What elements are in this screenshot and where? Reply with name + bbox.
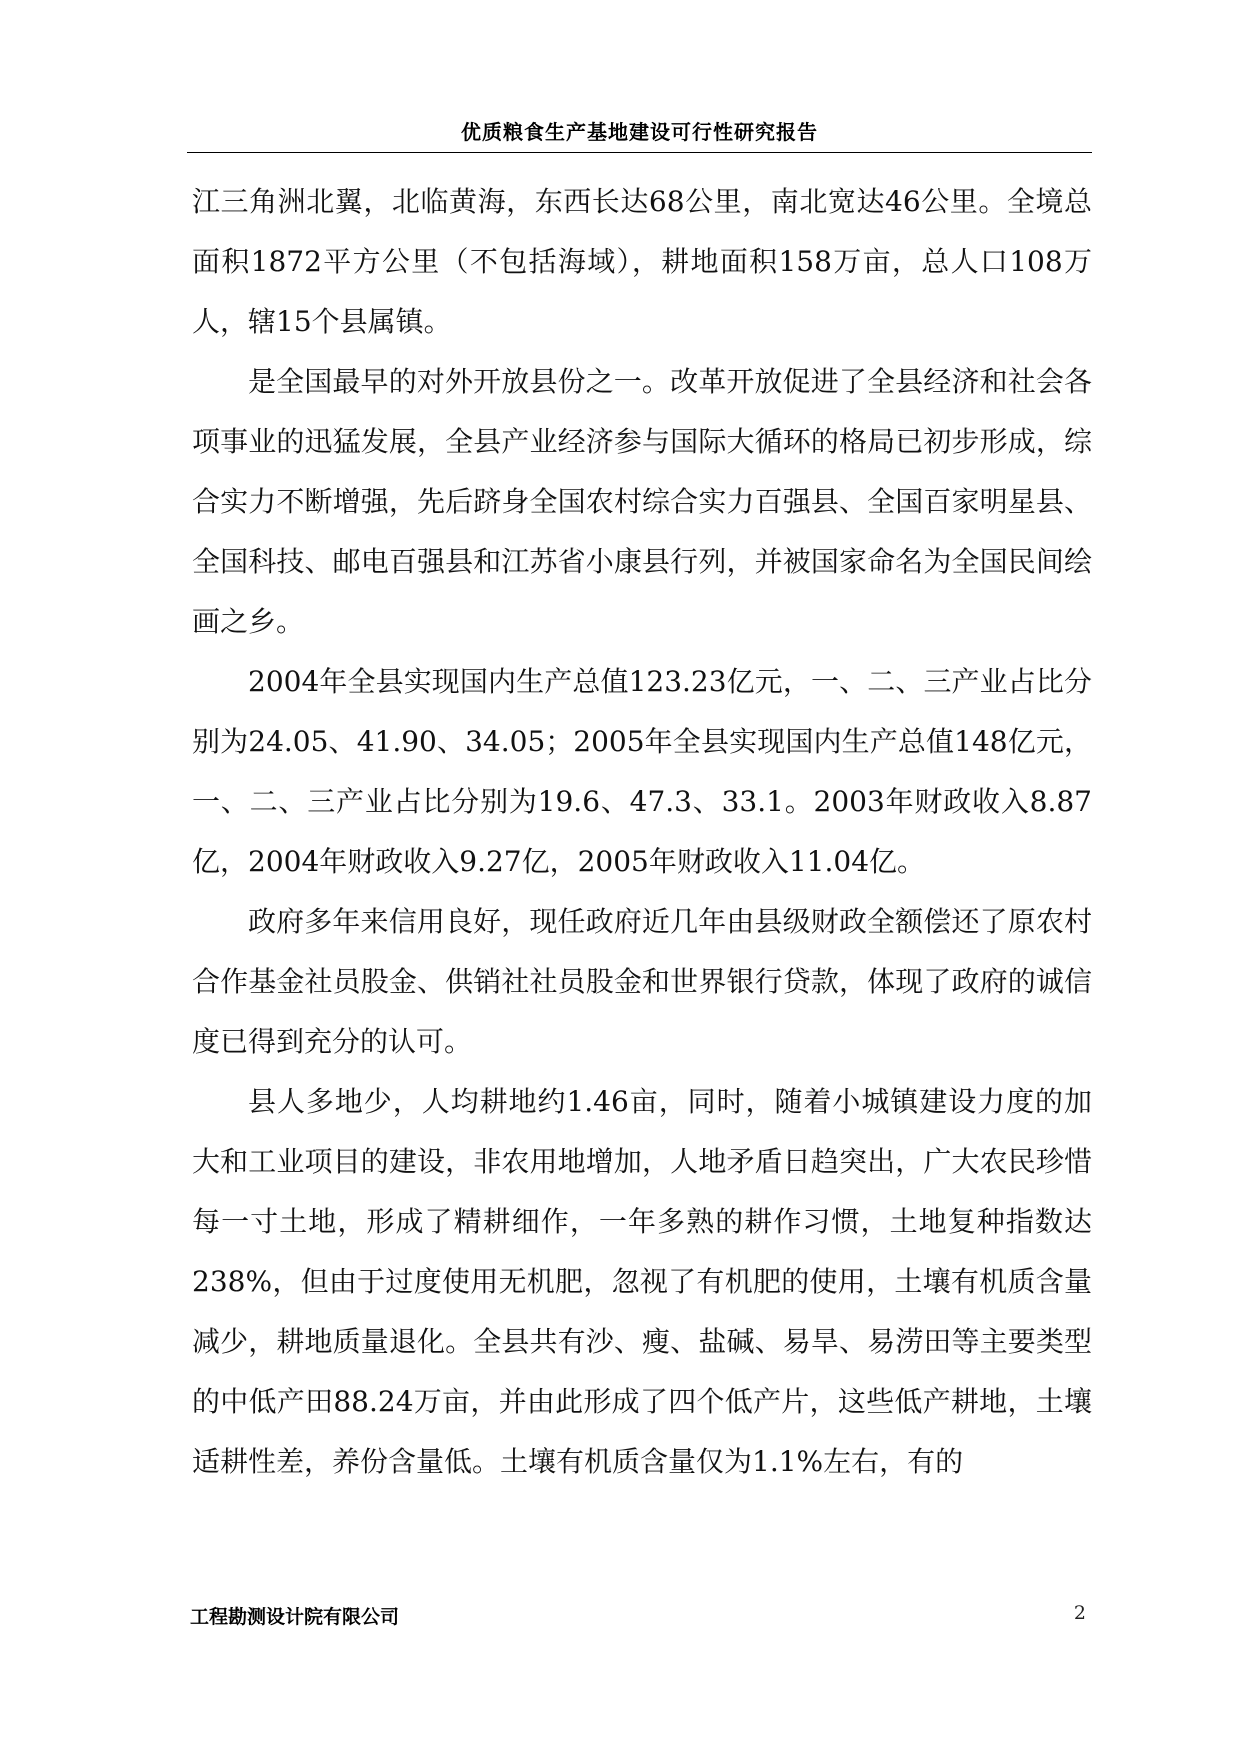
paragraph-continuation: 江三角洲北翼，北临黄海，东西长达68公里，南北宽达46公里。全境总面积1872平方公里（不包括海域），耕地面积158万亩，总人口108万人，辖15个县属镇。 — [192, 185, 1092, 338]
header-divider — [187, 152, 1092, 153]
footer-company-name: 工程勘测设计院有限公司 — [190, 1606, 400, 1628]
paragraph-economy: 2004年全县实现国内生产总值123.23亿元，一、二、三产业占比分别为24.05、41.90、34.05；2005年全县实现国内生产总值148亿元，一、二、三产业占比分别为19.6、47.3、33.1。2003年财政收入8.87亿，2004年财政收入9.27亿，2005年财政收入11.04亿。 — [192, 665, 1092, 878]
page-header-title: 优质粮食生产基地建设可行性研究报告 — [461, 120, 818, 144]
document-body — [192, 172, 1092, 1492]
footer-page-number: 2 — [1073, 1602, 1086, 1624]
paragraph-government-credit: 政府多年来信用良好，现任政府近几年由县级财政全额偿还了原农村合作基金社员股金、供销社社员股金和世界银行贷款，体现了政府的诚信度已得到充分的认可。 — [192, 905, 1092, 1058]
paragraph-farmland: 县人多地少，人均耕地约1.46亩，同时，随着小城镇建设力度的加大和工业项目的建设，非农用地增加，人地矛盾日趋突出，广大农民珍惜每一寸土地，形成了精耕细作，一年多熟的耕作习惯，土地复种指数达238%，但由于过度使用无机肥，忽视了有机肥的使用，土壤有机质含量减少，耕地质量退化。全县共有沙、瘦、盐碱、易旱、易涝田等主要类型的中低产田88.24万亩，并由此形成了四个低产片，这些低产耕地，土壤适耕性差，养份含量低。土壤有机质含量仅为1.1%左右，有的 — [192, 1085, 1092, 1478]
paragraph-opening-status: 是全国最早的对外开放县份之一。改革开放促进了全县经济和社会各项事业的迅猛发展，全县产业经济参与国际大循环的格局已初步形成，综合实力不断增强，先后跻身全国农村综合实力百强县、全国百家明星县、全国科技、邮电百强县和江苏省小康县行列，并被国家命名为全国民间绘画之乡。 — [192, 365, 1092, 638]
